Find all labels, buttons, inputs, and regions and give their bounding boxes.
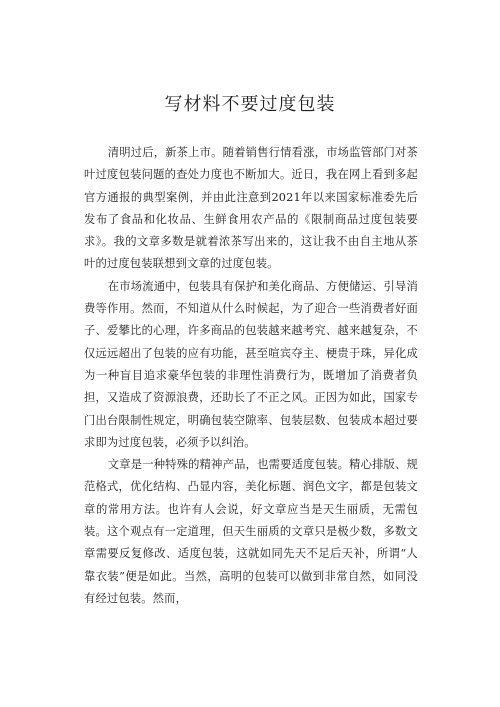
document-title: 写材料不要过度包装	[164, 94, 336, 115]
paragraph-1: 清明过后，新茶上市。随着销售行情看涨，市场监管部门对茶叶过度包装问题的查处力度也不断加大。近日，我在网上看到多起官方通报的典型案例，并由此注意到2021年以来国家标准委先后发布了食品和化妆品、生鲜食用农产品的《限制商品过度包装要求》。我的文章多数是就着浓茶写出来的，这让我不由自主地从茶叶的过度包装联想到文章的过度包装。	[84, 146, 418, 271]
document-body	[84, 142, 418, 610]
paragraph-3: 文章是一种特殊的精神产品，也需要适度包装。精心排版、规范格式，优化结构、凸显内容，美化标题、润色文字，都是包装文章的常用方法。也许有人会说，好文章应当是天生丽质，无需包装。这个观点有一定道理，但天生丽质的文章只是极少数，多数文章需要反复修改、适度包装，这就如同先天不足后天补，所谓“人靠衣装”便是如此。当然，高明的包装可以做到非常自然，如同没有经过包装。然而，	[84, 458, 418, 605]
paragraph-2: 在市场流通中，包装具有保护和美化商品、方便储运、引导消费等作用。然而，不知道从什么时候起，为了迎合一些消费者好面子、爱攀比的心理，许多商品的包装越来越考究、越来越复杂，不仅远远超出了包装的应有功能，甚至喧宾夺主、梗贵于珠，异化成为一种盲目追求豪华包装的非理性消费行为，既增加了消费者负担，又造成了资源浪费，还助长了不正之风。正因为如此，国家专门出台限制性规定，明确包装空隙率、包装层数、包装成本超过要求即为过度包装，必须予以纠治。	[84, 279, 418, 449]
